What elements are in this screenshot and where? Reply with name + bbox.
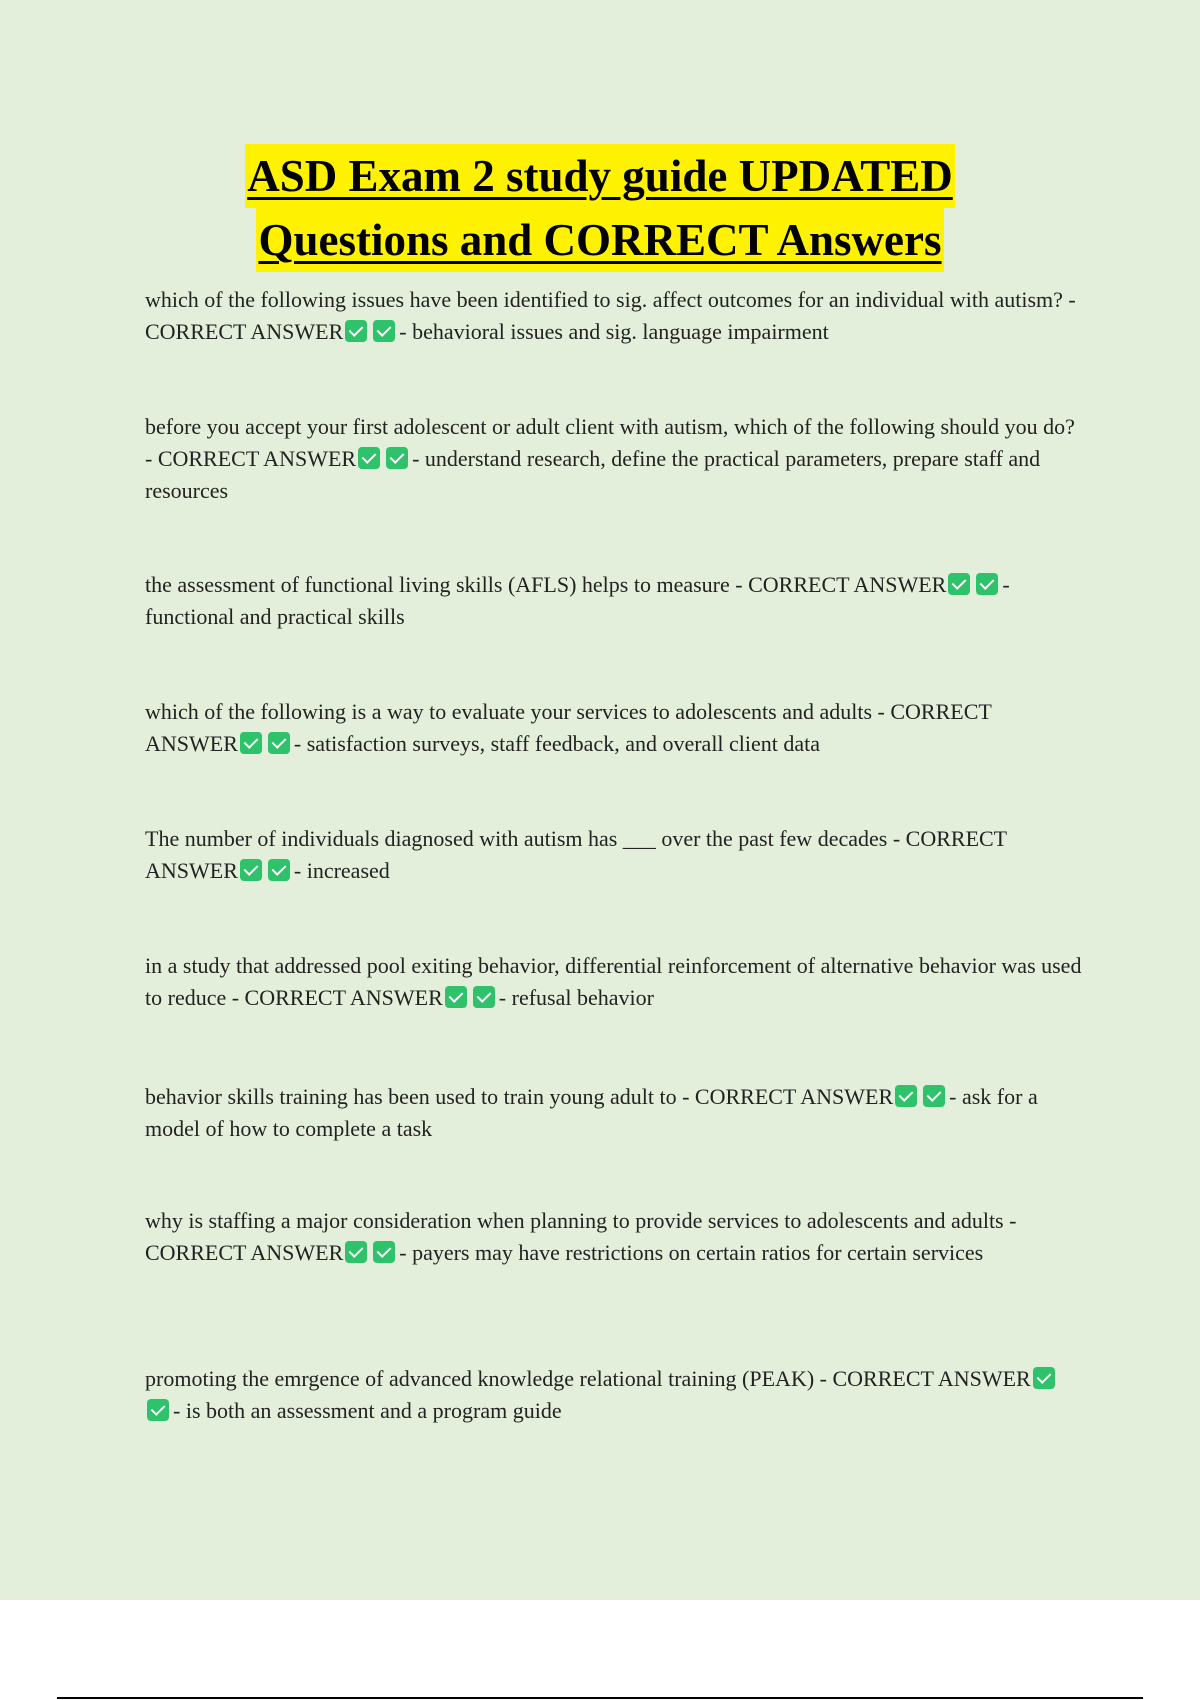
check-mark-icon — [268, 732, 290, 754]
check-mark-icon — [373, 320, 395, 342]
check-mark-icon — [948, 573, 970, 595]
qa-item — [145, 1081, 1085, 1145]
question-text: promoting the emrgence of advanced knowledge relational training (PEAK) — [145, 1366, 815, 1391]
answer-text: - understand research, define the practical parameters, prepare staff and resources — [145, 446, 1041, 503]
document-title — [0, 144, 1200, 272]
qa-item — [145, 411, 1085, 507]
title-line-1: ASD Exam 2 study guide UPDATED — [245, 144, 955, 208]
check-mark-icon — [386, 447, 408, 469]
answer-text: - payers may have restrictions on certain ratios for certain services — [399, 1240, 984, 1265]
answer-text: - refusal behavior — [498, 985, 654, 1010]
question-text: why is staffing a major consideration when planning to provide services to adolescents and adults — [145, 1208, 1004, 1233]
check-mark-icon — [895, 1085, 917, 1107]
answer-text: - behavioral issues and sig. language impairment — [399, 319, 829, 344]
question-text: The number of individuals diagnosed with autism has ___ over the past few decades — [145, 826, 888, 851]
answer-marker: - CORRECT ANSWER — [682, 1084, 894, 1109]
check-mark-icon — [976, 573, 998, 595]
check-mark-icon — [1033, 1367, 1055, 1389]
footer-divider — [57, 1697, 1143, 1699]
answer-marker: - CORRECT ANSWER — [819, 1366, 1031, 1391]
check-mark-icon — [445, 986, 467, 1008]
qa-item — [145, 284, 1085, 348]
check-mark-icon — [147, 1399, 169, 1421]
question-text: behavior skills training has been used to train young adult to — [145, 1084, 677, 1109]
title-line-2: Questions and CORRECT Answers — [256, 208, 943, 272]
qa-item — [145, 569, 1085, 633]
check-mark-icon — [358, 447, 380, 469]
answer-text: - increased — [293, 858, 390, 883]
check-mark-icon — [373, 1241, 395, 1263]
check-mark-icon — [268, 859, 290, 881]
answer-text: - is both an assessment and a program guide — [173, 1398, 562, 1423]
answer-marker: - CORRECT ANSWER — [145, 1208, 1017, 1265]
question-text: which of the following is a way to evaluate your services to adolescents and adults — [145, 699, 873, 724]
qa-item — [145, 1205, 1085, 1269]
check-mark-icon — [473, 986, 495, 1008]
answer-marker: - CORRECT ANSWER — [735, 572, 947, 597]
answer-text: - ask for a model of how to complete a task — [145, 1084, 1038, 1141]
qa-item — [145, 696, 1085, 760]
answer-text: - functional and practical skills — [145, 572, 1010, 629]
answer-text: - satisfaction surveys, staff feedback, and overall client data — [293, 731, 821, 756]
question-text: before you accept your first adolescent or adult client with autism, which of the following should you do? — [145, 414, 1075, 439]
question-text: which of the following issues have been identified to sig. affect outcomes for an individual with autism? — [145, 287, 1063, 312]
qa-item — [145, 950, 1085, 1014]
qa-item — [145, 823, 1085, 887]
check-mark-icon — [240, 859, 262, 881]
qa-item — [145, 1363, 1085, 1427]
answer-marker: - CORRECT ANSWER — [145, 287, 1076, 344]
answer-marker: - CORRECT ANSWER — [231, 985, 443, 1010]
check-mark-icon — [345, 320, 367, 342]
check-mark-icon — [240, 732, 262, 754]
answer-marker: - CORRECT ANSWER — [145, 826, 1007, 883]
question-text: in a study that addressed pool exiting behavior, differential reinforcement of alternative behavior was used to reduce — [145, 953, 1082, 1010]
answer-marker: - CORRECT ANSWER — [145, 446, 357, 471]
answer-marker: - CORRECT ANSWER — [145, 699, 992, 756]
check-mark-icon — [345, 1241, 367, 1263]
check-mark-icon — [923, 1085, 945, 1107]
question-text: the assessment of functional living skills (AFLS) helps to measure — [145, 572, 730, 597]
